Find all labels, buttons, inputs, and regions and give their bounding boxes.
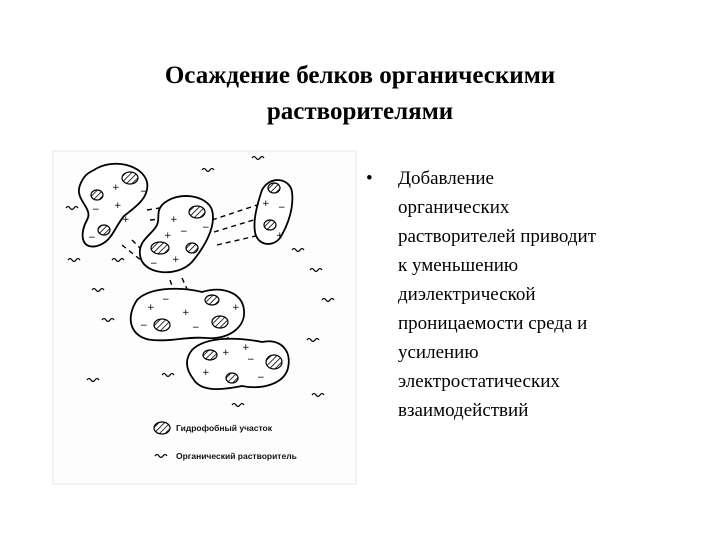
bullet-line-8: электростатических <box>398 371 560 392</box>
svg-text:−: − <box>278 203 286 213</box>
slide-title <box>40 58 680 130</box>
svg-text:−: − <box>92 205 100 215</box>
svg-text:+: + <box>222 348 230 358</box>
svg-text:−: − <box>257 373 265 383</box>
svg-text:+: + <box>164 231 172 241</box>
legend-solvent-label: Органический растворитель <box>176 451 297 461</box>
svg-text:−: − <box>140 187 148 197</box>
svg-text:−: − <box>247 355 255 365</box>
svg-text:+: + <box>122 215 130 225</box>
bullet-line-5: диэлектрической <box>398 284 536 305</box>
svg-text:−: − <box>140 321 148 331</box>
svg-text:−: − <box>162 295 170 305</box>
svg-text:−: − <box>180 227 188 237</box>
protein-precipitation-figure <box>52 150 357 485</box>
bullet-line-7: усилению <box>398 342 479 363</box>
protein-aggregation-diagram <box>52 150 357 485</box>
svg-text:+: + <box>202 368 210 378</box>
bullet-line-9: взаимодействий <box>398 400 529 421</box>
protein-molecule-5 <box>187 339 289 389</box>
bullet-text <box>398 164 666 425</box>
svg-text:−: − <box>150 259 158 269</box>
slide-title-line-1: Осаждение белков органическими <box>164 62 556 89</box>
svg-text:+: + <box>182 308 190 318</box>
svg-text:+: + <box>172 255 180 265</box>
protein-molecule-4 <box>131 289 244 341</box>
svg-text:−: − <box>88 233 96 243</box>
bullet-line-4: к уменьшению <box>398 255 519 276</box>
svg-text:−: − <box>202 223 210 233</box>
slide-title-line-2: растворителями <box>266 98 454 125</box>
svg-text:−: − <box>192 323 200 333</box>
bullet-line-1: Добавление <box>398 168 494 189</box>
hydrophobic-patch-icon <box>154 422 170 434</box>
svg-text:+: + <box>112 183 120 193</box>
svg-text:+: + <box>170 215 178 225</box>
svg-text:+: + <box>262 199 270 209</box>
svg-text:+: + <box>242 343 250 353</box>
svg-text:+: + <box>114 201 122 211</box>
bullet-marker: • <box>366 168 373 189</box>
bullet-line-6: проницаемости среда и <box>398 313 588 334</box>
bullet-line-3: растворителей приводит <box>398 226 597 247</box>
bullet-line-2: органических <box>398 197 510 218</box>
svg-text:+: + <box>147 303 155 313</box>
svg-text:+: + <box>276 231 284 241</box>
legend-hydrophobic-label: Гидрофобный участок <box>176 423 272 433</box>
svg-text:+: + <box>232 303 240 313</box>
